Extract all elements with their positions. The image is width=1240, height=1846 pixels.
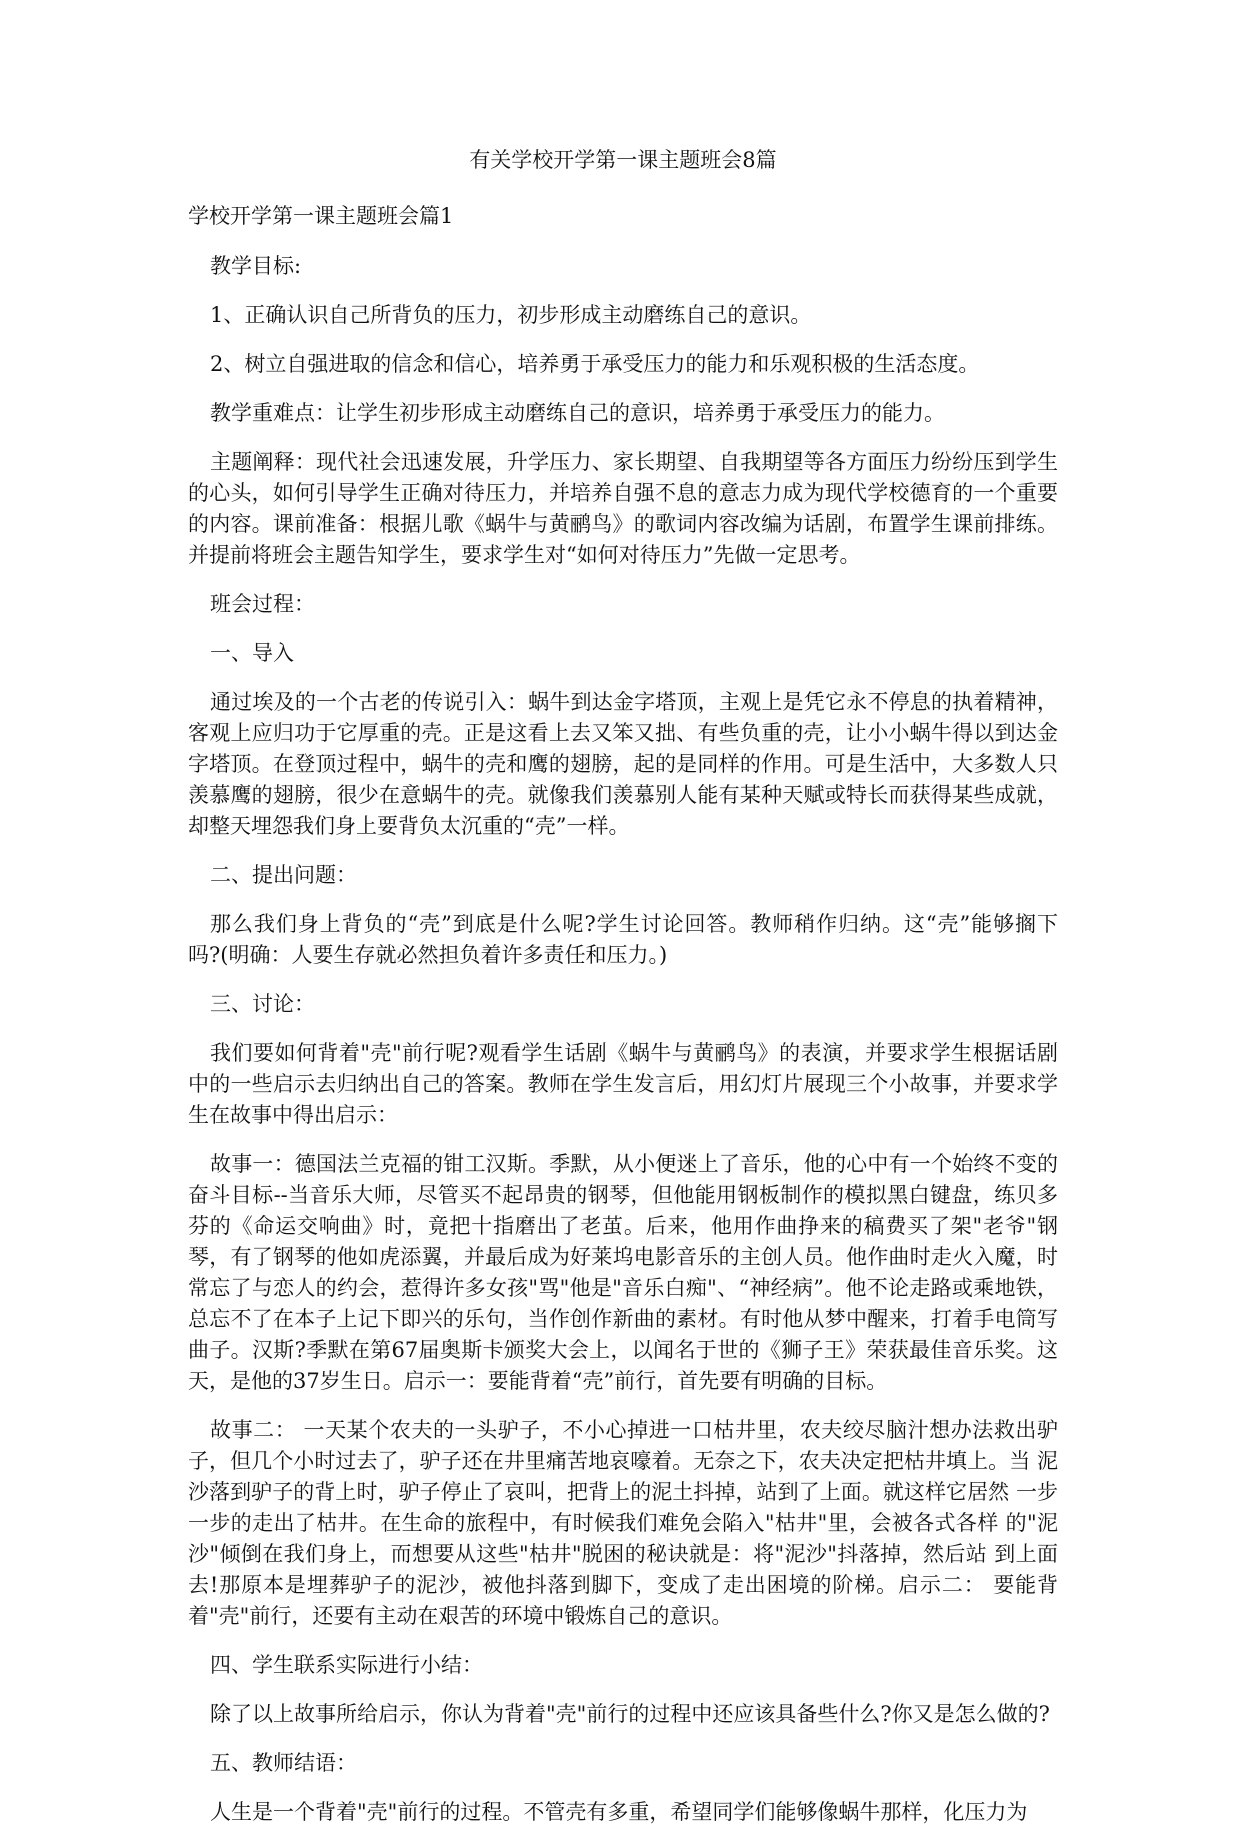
paragraph-intro-heading: 一、导入: [210, 641, 294, 665]
document-page: [188, 145, 1058, 1846]
paragraph-closing-text: 人生是一个背着"壳"前行的过程。不管壳有多重，希望同学们能够像蜗牛那样，化压力为: [210, 1800, 1028, 1824]
paragraph-question-text: 那么我们身上背负的“壳”到底是什么呢?学生讨论回答。教师稍作归纳。这“壳”能够搁下 吗?(明确：人要生存就必然担负着许多责任和压力。): [188, 912, 1058, 967]
paragraph-process-heading: 班会过程：: [210, 592, 315, 616]
paragraph-story-2: 故事二： 一天某个农夫的一头驴子，不小心掉进一口枯井里，农夫绞尽脑汁想办法救出驴 子，但几个小时过去了，驴子还在井里痛苦地哀嚎着。无奈之下，农夫决定把枯井填上。当 泥沙落到驴子的背上时，驴子停止了哀叫，把背上的泥土抖掉，站到了上面。就这样它居然 一步一步的走出了枯井。在生命的旅程中，有时候我们难免会陷入"枯井"里，会被各式各样 的"泥沙"倾倒在我们身上，而想要从这些"枯井"脱困的秘诀就是：将"泥沙"抖落掉，然后站 到上面去!那原本是埋葬驴子的泥沙，被他抖落到脚下，变成了走出困境的阶梯。启示二： 要能背着"壳"前行，还要有主动在艰苦的环境中锻炼自己的意识。: [188, 1418, 1058, 1628]
paragraph-discussion-text: 我们要如何背着"壳"前行呢?观看学生话剧《蜗牛与黄鹂鸟》的表演，并要求学生根据话剧中的一些启示去归纳出自己的答案。教师在学生发言后，用幻灯片展现三个小故事，并要求学生在故事中得出启示：: [188, 1041, 1058, 1127]
paragraph-key-points: 教学重难点：让学生初步形成主动磨练自己的意识，培养勇于承受压力的能力。: [210, 401, 945, 425]
paragraph-goal-1: 1、正确认识自己所背负的压力，初步形成主动磨练自己的意识。: [210, 303, 812, 327]
paragraph-story-1: 故事一：德国法兰克福的钳工汉斯。季默，从小便迷上了音乐，他的心中有一个始终不变的奋斗目标--当音乐大师，尽管买不起昂贵的钢琴，但他能用钢板制作的模拟黑白键盘，练贝多芬的《命运交响曲》时，竟把十指磨出了老茧。后来，他用作曲挣来的稿费买了架"老爷"钢琴，有了钢琴的他如虎添翼，并最后成为好莱坞电影音乐的主创人员。他作曲时走火入魔，时常忘了与恋人的约会，惹得许多女孩"骂"他是"音乐白痴"、“神经病”。他不论走路或乘地铁，总忘不了在本子上记下即兴的乐句，当作创作新曲的素材。有时他从梦中醒来，打着手电筒写曲子。汉斯?季默在第67届奥斯卡颁奖大会上，以闻名于世的《狮子王》荣获最佳音乐奖。这天，是他的37岁生日。启示一：要能背着“壳”前行，首先要有明确的目标。: [188, 1152, 1058, 1393]
paragraph-summary-text: 除了以上故事所给启示，你认为背着"壳"前行的过程中还应该具备些什么?你又是怎么做的?: [210, 1702, 1050, 1726]
paragraph-summary-heading: 四、学生联系实际进行小结：: [210, 1653, 483, 1677]
paragraph-closing-heading: 五、教师结语：: [210, 1751, 357, 1775]
paragraph-question-heading: 二、提出问题：: [210, 863, 357, 887]
document-title: 有关学校开学第一课主题班会8篇: [469, 148, 777, 172]
paragraph-goal-2: 2、树立自强进取的信念和信心，培养勇于承受压力的能力和乐观积极的生活态度。: [210, 352, 980, 376]
section-title: 学校开学第一课主题班会篇1: [188, 204, 454, 228]
document-body: [188, 251, 1058, 1828]
paragraph-teaching-goals-heading: 教学目标:: [210, 254, 302, 278]
paragraph-theme-explanation: 主题阐释：现代社会迅速发展，升学压力、家长期望、自我期望等各方面压力纷纷压到学生的心头，如何引导学生正确对待压力，并培养自强不息的意志力成为现代学校德育的一个重要的内容。课前准备：根据儿歌《蜗牛与黄鹂鸟》的歌词内容改编为话剧，布置学生课前排练。并提前将班会主题告知学生，要求学生对“如何对待压力”先做一定思考。: [188, 450, 1058, 567]
paragraph-intro-text: 通过埃及的一个古老的传说引入：蜗牛到达金字塔顶，主观上是凭它永不停息的执着精神，客观上应归功于它厚重的壳。正是这看上去又笨又拙、有些负重的壳，让小小蜗牛得以到达金字塔顶。在登顶过程中，蜗牛的壳和鹰的翅膀，起的是同样的作用。可是生活中，大多数人只羡慕鹰的翅膀，很少在意蜗牛的壳。就像我们羡慕别人能有某种天赋或特长而获得某些成就，却整天埋怨我们身上要背负太沉重的“壳”一样。: [188, 690, 1058, 838]
paragraph-discussion-heading: 三、讨论：: [210, 992, 315, 1016]
